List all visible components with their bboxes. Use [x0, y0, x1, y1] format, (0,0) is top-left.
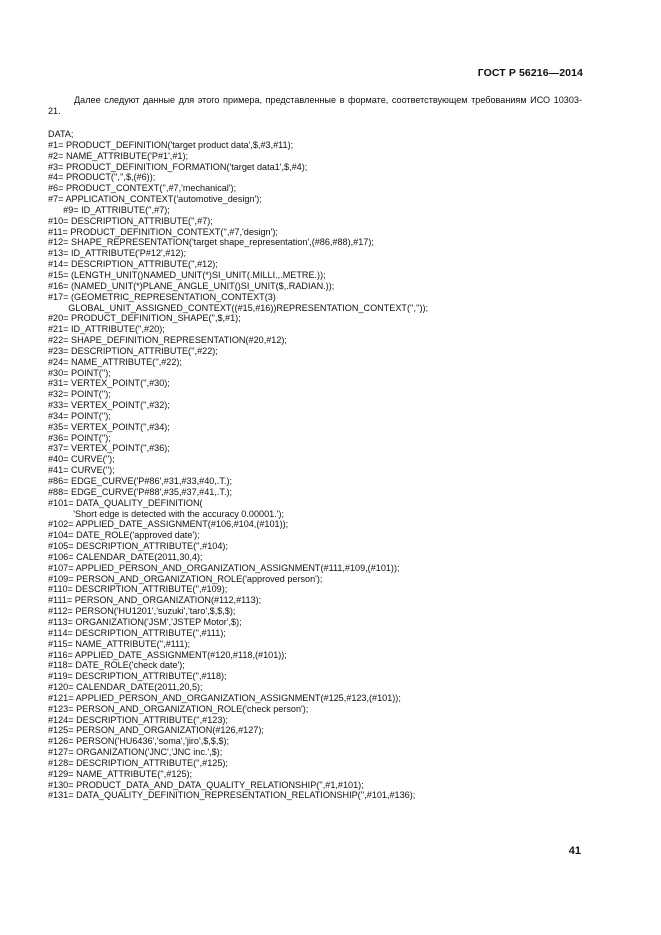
data-line: #40= CURVE('');	[48, 454, 115, 465]
step-data-listing	[48, 129, 608, 801]
standard-header: ГОСТ Р 56216—2014	[477, 67, 583, 79]
intro-text: Далее следуют данные для этого примера, представленные в формате, соответствующем требованиям ИСО 10303-21.	[48, 95, 582, 117]
data-line: #123= PERSON_AND_ORGANIZATION_ROLE('check person');	[48, 703, 309, 714]
data-line: #88= EDGE_CURVE('P#88',#35,#37,#41,.T.);	[48, 486, 233, 497]
data-line: #11= PRODUCT_DEFINITION_CONTEXT('',#7,'design');	[48, 226, 278, 237]
data-line: #107= APPLIED_PERSON_AND_ORGANIZATION_ASSIGNMENT(#111,#109,(#101));	[48, 562, 400, 573]
data-line: #109= PERSON_AND_ORGANIZATION_ROLE('approved person');	[48, 573, 323, 584]
data-line: #6= PRODUCT_CONTEXT('',#7,'mechanical');	[48, 183, 237, 194]
data-line: #119= DESCRIPTION_ATTRIBUTE('',#118);	[48, 671, 227, 682]
data-line: #13= ID_ATTRIBUTE('P#12',#12);	[48, 248, 186, 259]
data-line: #17= (GEOMETRIC_REPRESENTATION_CONTEXT(3)	[48, 291, 276, 302]
data-line: #16= (NAMED_UNIT(*)PLANE_ANGLE_UNIT()SI_UNIT($,.RADIAN.));	[48, 280, 335, 291]
data-line: #32= POINT('');	[48, 389, 111, 400]
data-line: #127= ORGANIZATION('JNC','JNC inc.',$);	[48, 747, 223, 758]
data-line: GLOBAL_UNIT_ASSIGNED_CONTEXT((#15,#16))REPRESENTATION_CONTEXT('',''));	[48, 302, 429, 313]
data-line: #102= APPLIED_DATE_ASSIGNMENT(#106,#104,(#101));	[48, 519, 289, 530]
data-line: #34= POINT('');	[48, 410, 111, 421]
data-line: #125= PERSON_AND_ORGANIZATION(#126,#127);	[48, 725, 264, 736]
data-line: #15= (LENGTH_UNIT()NAMED_UNIT(*)SI_UNIT(.MILLI.,.METRE.));	[48, 269, 326, 280]
data-line: #12= SHAPE_REPRESENTATION('target shape_representation',(#86,#88),#17);	[48, 237, 374, 248]
page-number: 41	[568, 845, 581, 857]
data-line: #20= PRODUCT_DEFINITION_SHAPE('',$,#1);	[48, 313, 241, 324]
data-line: #3= PRODUCT_DEFINITION_FORMATION('target data1',$,#4);	[48, 161, 308, 172]
data-line: #112= PERSON('HU1201','suzuki','taro',$,$,$);	[48, 606, 236, 617]
intro-paragraph	[48, 95, 582, 118]
data-line: #41= CURVE('');	[48, 465, 115, 476]
data-line: #120= CALENDAR_DATE(2011,20,5);	[48, 682, 203, 693]
data-line: #9= ID_ATTRIBUTE('',#7);	[48, 204, 170, 215]
data-line: #131= DATA_QUALITY_DEFINITION_REPRESENTATION_RELATIONSHIP('',#101,#136);	[48, 790, 416, 801]
data-line: #129= NAME_ATTRIBUTE('',#125);	[48, 768, 193, 779]
data-line: #113= ORGANIZATION('JSM','JSTEP Motor',$);	[48, 616, 242, 627]
data-line: #21= ID_ATTRIBUTE('',#20);	[48, 324, 165, 335]
data-line: #14= DESCRIPTION_ATTRIBUTE('',#12);	[48, 259, 218, 270]
data-line: #37= VERTEX_POINT('',#36);	[48, 443, 170, 454]
data-line: #35= VERTEX_POINT('',#34);	[48, 421, 170, 432]
data-line: #101= DATA_QUALITY_DEFINITION(	[48, 497, 203, 508]
data-line: #31= VERTEX_POINT('',#30);	[48, 378, 170, 389]
data-line: #24= NAME_ATTRIBUTE('',#22);	[48, 356, 182, 367]
data-line: #105= DESCRIPTION_ATTRIBUTE('',#104);	[48, 541, 228, 552]
data-line: #30= POINT('');	[48, 367, 111, 378]
data-line: #106= CALENDAR_DATE(2011,30,4);	[48, 551, 203, 562]
data-line: #111= PERSON_AND_ORGANIZATION(#112,#113);	[48, 595, 262, 606]
data-line: #36= POINT('');	[48, 432, 111, 443]
data-line: #22= SHAPE_DEFINITION_REPRESENTATION(#20,#12);	[48, 335, 287, 346]
data-line: #7= APPLICATION_CONTEXT('automotive_design');	[48, 194, 262, 205]
data-line: #116= APPLIED_DATE_ASSIGNMENT(#120,#118,(#101));	[48, 649, 287, 660]
data-line: 'Short edge is detected with the accuracy 0.00001.');	[48, 508, 284, 519]
data-line: #114= DESCRIPTION_ATTRIBUTE('',#111);	[48, 627, 226, 638]
data-line: #104= DATE_ROLE('approved date');	[48, 530, 200, 541]
data-line: #118= DATE_ROLE('check date');	[48, 660, 185, 671]
data-line: #115= NAME_ATTRIBUTE('',#111);	[48, 638, 191, 649]
data-line: #128= DESCRIPTION_ATTRIBUTE('',#125);	[48, 757, 228, 768]
data-line: #124= DESCRIPTION_ATTRIBUTE('',#123);	[48, 714, 228, 725]
data-line: #1= PRODUCT_DEFINITION('target product data',$,#3,#11);	[48, 139, 294, 150]
data-line: #33= VERTEX_POINT('',#32);	[48, 400, 170, 411]
data-line: DATA;	[48, 129, 74, 139]
data-line: #130= PRODUCT_DATA_AND_DATA_QUALITY_RELATIONSHIP('',#1,#101);	[48, 779, 364, 790]
data-line: #2= NAME_ATTRIBUTE('P#1',#1);	[48, 150, 189, 161]
data-line: #126= PERSON('HU6436','soma','jiro',$,$,$);	[48, 736, 230, 747]
data-line: #86= EDGE_CURVE('P#86',#31,#33,#40,.T.);	[48, 476, 233, 486]
data-line: #110= DESCRIPTION_ATTRIBUTE('',#109);	[48, 584, 228, 595]
data-line: #121= APPLIED_PERSON_AND_ORGANIZATION_ASSIGNMENT(#125,#123,(#101));	[48, 692, 401, 703]
data-line: #4= PRODUCT('','',$,(#6));	[48, 172, 156, 183]
data-line: #10= DESCRIPTION_ATTRIBUTE('',#7);	[48, 215, 213, 226]
data-line: #23= DESCRIPTION_ATTRIBUTE('',#22);	[48, 345, 218, 356]
